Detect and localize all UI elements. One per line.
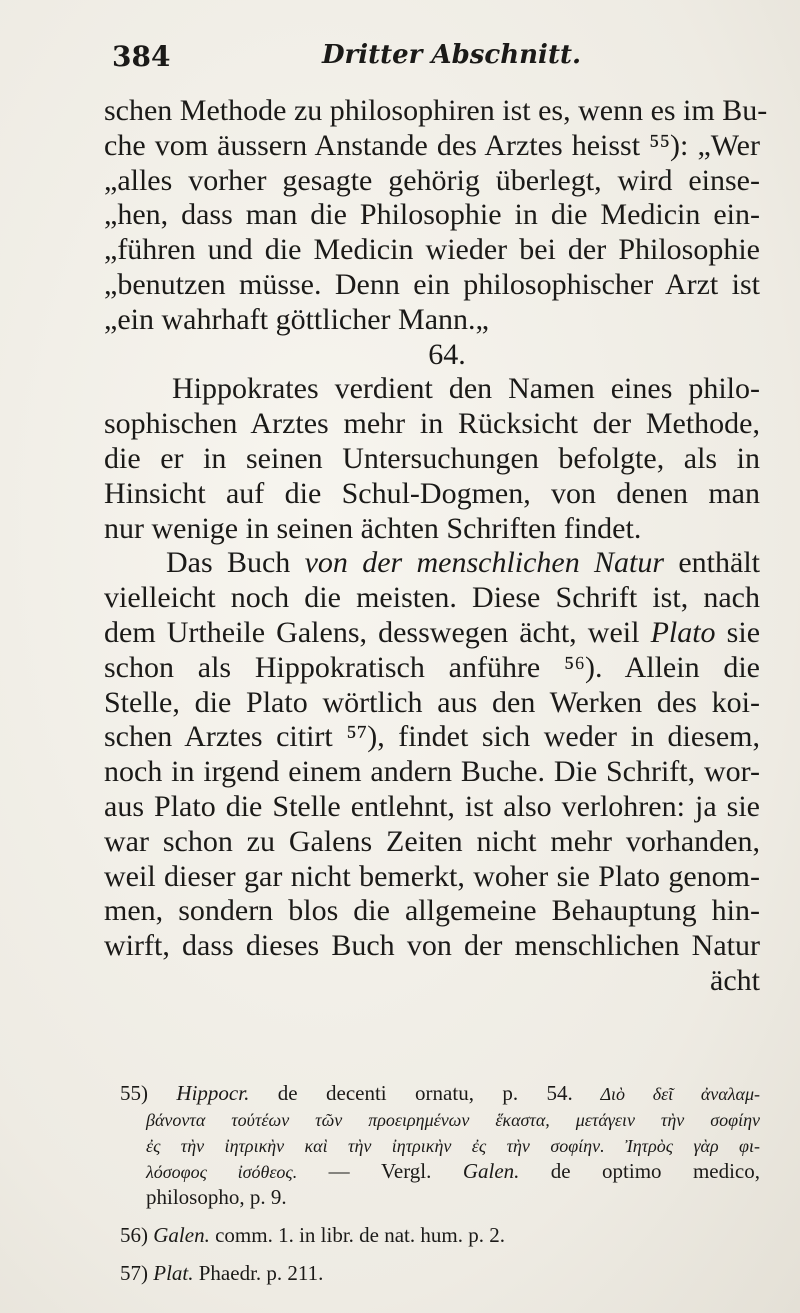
text-line: war schon zu Galens Zeiten nicht mehr vorhanden,: [104, 824, 760, 858]
greek-quote: λόσοφος ἰσόθεος.: [146, 1162, 298, 1182]
footnote-reference: de decenti ornatu, p. 54.: [249, 1081, 573, 1105]
footnote-number: 57): [120, 1261, 148, 1285]
text-line: [104, 616, 760, 651]
text-line: aus Plato die Stelle entlehnt, ist also verlohren: ja sie: [104, 789, 760, 823]
greek-quote: ἐς τὴν ἰητρικὴν καὶ τὴν ἰητρικὴν ἐς τὴν σοφίην. Ἰητρὸς γὰρ φι-: [146, 1136, 760, 1156]
text-line: noch in irgend einem andern Buche. Die Schrift, wor-: [104, 755, 760, 789]
text-line: che vom äussern Anstande des Arztes heisst ⁵⁵): „Wer: [104, 128, 760, 162]
footnote-author: Hippocr.: [176, 1081, 250, 1105]
footnote-line: [120, 1158, 760, 1184]
footnote-number: 56): [120, 1223, 148, 1247]
text-run: enthält: [664, 546, 760, 580]
footnote-author: Galen.: [462, 1159, 520, 1183]
running-head: Dritter Abschnitt.: [322, 40, 582, 70]
text-line: „alles vorher gesagte gehörig überlegt, wird einse-: [104, 163, 760, 197]
page-number: 384: [112, 40, 171, 73]
text-line: Hippokrates verdient den Namen eines philo-: [172, 372, 760, 406]
footnote-line: [120, 1106, 760, 1132]
footnote-57: [120, 1260, 760, 1286]
text-line: weil dieser gar nicht bemerkt, woher sie Plato genom-: [104, 859, 760, 893]
text-line: Hinsicht auf die Schul-Dogmen, von denen man: [104, 476, 760, 510]
footnote-reference: Phaedr. p. 211.: [193, 1261, 324, 1285]
footnote-author: Galen.: [153, 1223, 210, 1247]
footnote-56: [120, 1222, 760, 1248]
footnote-number: 55): [120, 1081, 148, 1105]
section-number: 64.: [428, 337, 466, 371]
text-line: schen Methode zu philosophiren ist es, wenn es im Bu-: [104, 94, 768, 127]
footnote-line: [120, 1132, 760, 1158]
greek-quote: βάνοντα τούτέων τῶν προειρημένων ἕκαστα, μετάγειν τὴν σοφίην: [146, 1110, 760, 1130]
text-line: „hen, dass man die Philosophie in die Medicin ein-: [104, 198, 760, 232]
footnote-author: Plat.: [153, 1261, 194, 1285]
page-header: [112, 38, 752, 78]
text-line: die er in seinen Untersuchungen befolgte, als in: [104, 441, 760, 475]
text-line: Stelle, die Plato wörtlich aus den Werken des koi-: [104, 685, 760, 719]
footnote-text: — Vergl.: [297, 1159, 463, 1183]
footnotes: [120, 1080, 760, 1286]
footnote-55: [120, 1080, 760, 1106]
italic-title: von der menschlichen Natur: [304, 546, 665, 580]
text-line: [104, 546, 760, 581]
text-line: „ein wahrhaft göttlicher Mann.„: [104, 302, 489, 336]
footnote-text: de optimo medico,: [519, 1159, 761, 1183]
text-line: men, sondern blos die allgemeine Behauptung hin-: [104, 894, 760, 928]
footnote-line: philosopho, p. 9.: [146, 1185, 287, 1209]
text-line: nur wenige in seinen ächten Schriften findet.: [104, 511, 642, 545]
text-line: sophischen Arztes mehr in Rücksicht der Methode,: [104, 407, 760, 441]
footnote-reference: comm. 1. in libr. de nat. hum. p. 2.: [209, 1223, 505, 1247]
text-line: „führen und die Medicin wieder bei der Philosophie: [104, 233, 760, 267]
body-text: [104, 94, 768, 999]
catchword: ächt: [710, 963, 760, 997]
italic-name: Plato: [650, 615, 716, 649]
text-run: Das Buch: [166, 546, 305, 580]
text-line: „benutzen müsse. Denn ein philosophischer Arzt ist: [104, 267, 760, 301]
greek-quote: Διὸ δεῖ ἀναλαμ-: [572, 1084, 760, 1104]
text-line: vielleicht noch die meisten. Diese Schrift ist, nach: [104, 581, 760, 615]
text-run: dem Urtheile Galens, desswegen ächt, weil: [104, 615, 651, 649]
text-run: sie: [715, 615, 761, 649]
text-line: schon als Hippokratisch anführe ⁵⁶). Allein die: [104, 650, 760, 684]
text-line: wirft, dass dieses Buch von der menschlichen Natur: [104, 929, 760, 963]
text-line: schen Arztes citirt ⁵⁷), findet sich weder in diesem,: [104, 720, 760, 754]
